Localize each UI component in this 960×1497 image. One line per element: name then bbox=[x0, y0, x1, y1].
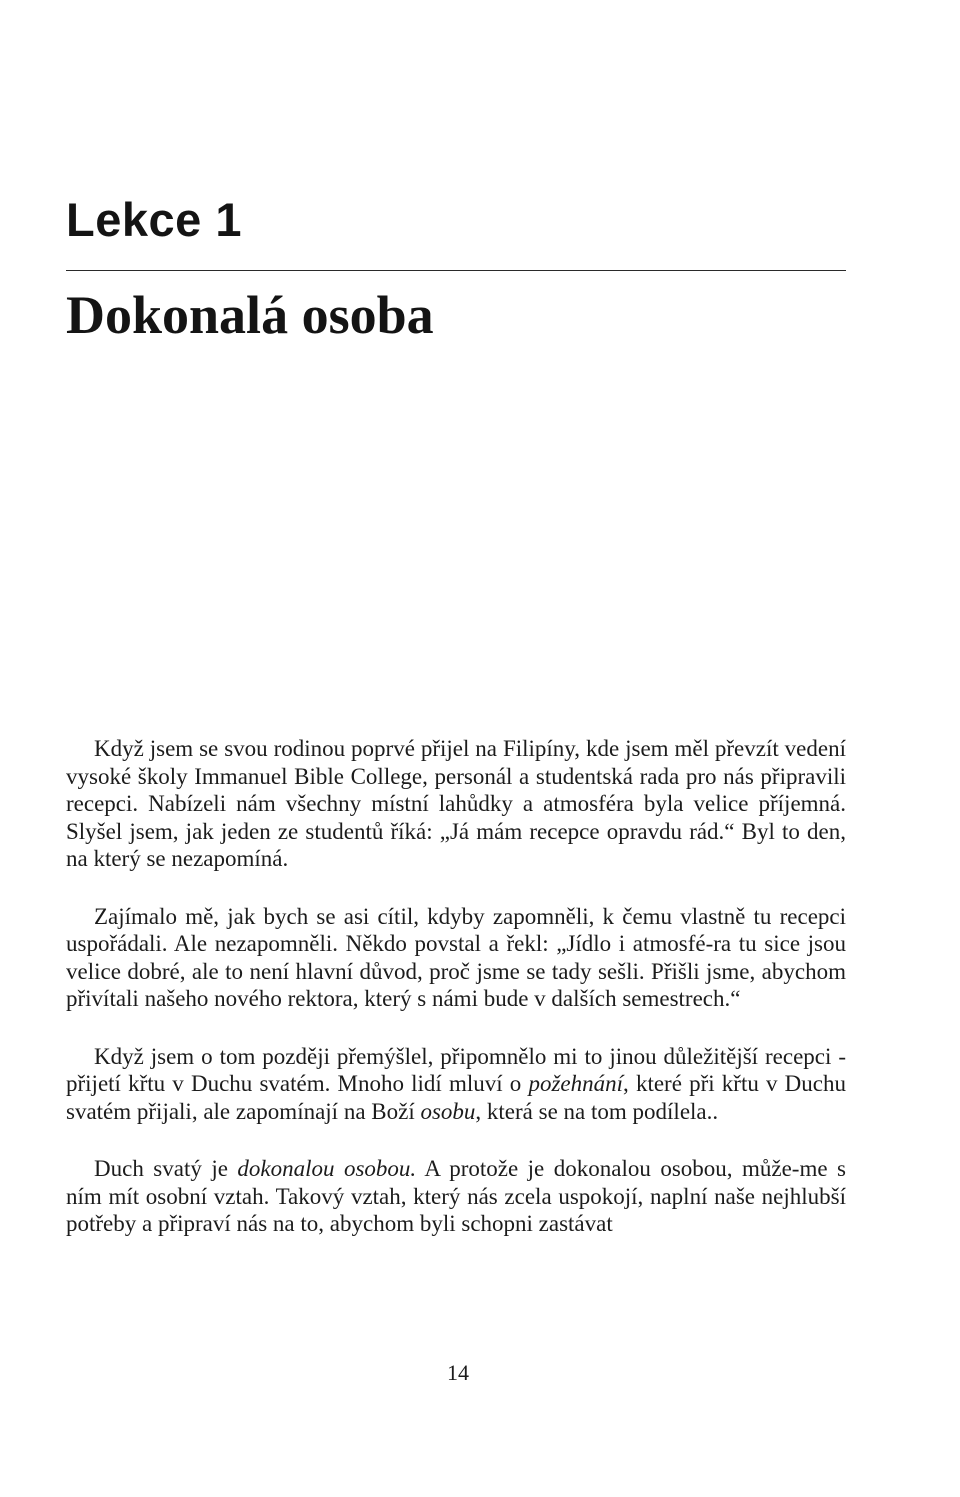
paragraph-text: Zajímalo mě, jak bych se asi cítil, kdyby zapomněli, k čemu vlastně tu recepci uspořádali. Ale nezapomněli. Někdo povstal a řekl: „Jídlo i atmosfé-ra tu sice jsou velice dobré, ale to není hlavní důvod, proč jsme se tady sešli. Přišli jsme, abychom přivítali našeho nového rektora, který s námi bude v dalších semestrech.“ bbox=[66, 903, 846, 1011]
paragraph-text: , které při křtu v Duchu svatém přijali, ale zapomínají na Boží bbox=[66, 1071, 846, 1124]
paragraph bbox=[66, 903, 846, 1013]
italic-text: dokonalou osobou. bbox=[237, 1156, 417, 1181]
paragraph-text: Když jsem se svou rodinou poprvé přijel na Filipíny, kde jsem měl převzít vedení vysoké školy Immanuel Bible College, personál a studentská rada pro nás připravili recepci. Nabízeli nám všechny místní lahůdky a atmosféra byla velice příjemná. Slyšel jsem, jak jeden ze studentů říká: „Já mám recepce opravdu rád.“ Byl to den, na který se nezapomíná. bbox=[66, 736, 846, 871]
chapter-label: Lekce 1 bbox=[66, 193, 242, 246]
paragraph bbox=[66, 735, 846, 873]
page-number: 14 bbox=[447, 1360, 469, 1385]
chapter-title: Dokonalá osoba bbox=[66, 285, 434, 345]
italic-text: požehnání bbox=[528, 1071, 624, 1096]
body-text bbox=[66, 735, 846, 1238]
paragraph bbox=[66, 1043, 846, 1126]
paragraph-text: , která se na tom podílela.. bbox=[475, 1098, 719, 1124]
italic-text: osobu bbox=[420, 1098, 476, 1124]
paragraph-text: Duch svatý je bbox=[94, 1156, 238, 1181]
paragraph-text: A protože je dokonalou osobou, může-me s ním mít osobní vztah. Takový vztah, který nás zcela uspokojí, naplní naše nejhlubší potřeby a připraví nás na to, abychom byli schopni zastávat bbox=[66, 1156, 846, 1236]
paragraph bbox=[66, 1155, 846, 1238]
chapter-divider bbox=[66, 270, 846, 271]
paragraph-text: Když jsem o tom později přemýšlel, připomnělo mi to jinou důležitější recepci - přijetí křtu v Duchu svatém. Mnoho lidí mluví o bbox=[66, 1043, 846, 1096]
